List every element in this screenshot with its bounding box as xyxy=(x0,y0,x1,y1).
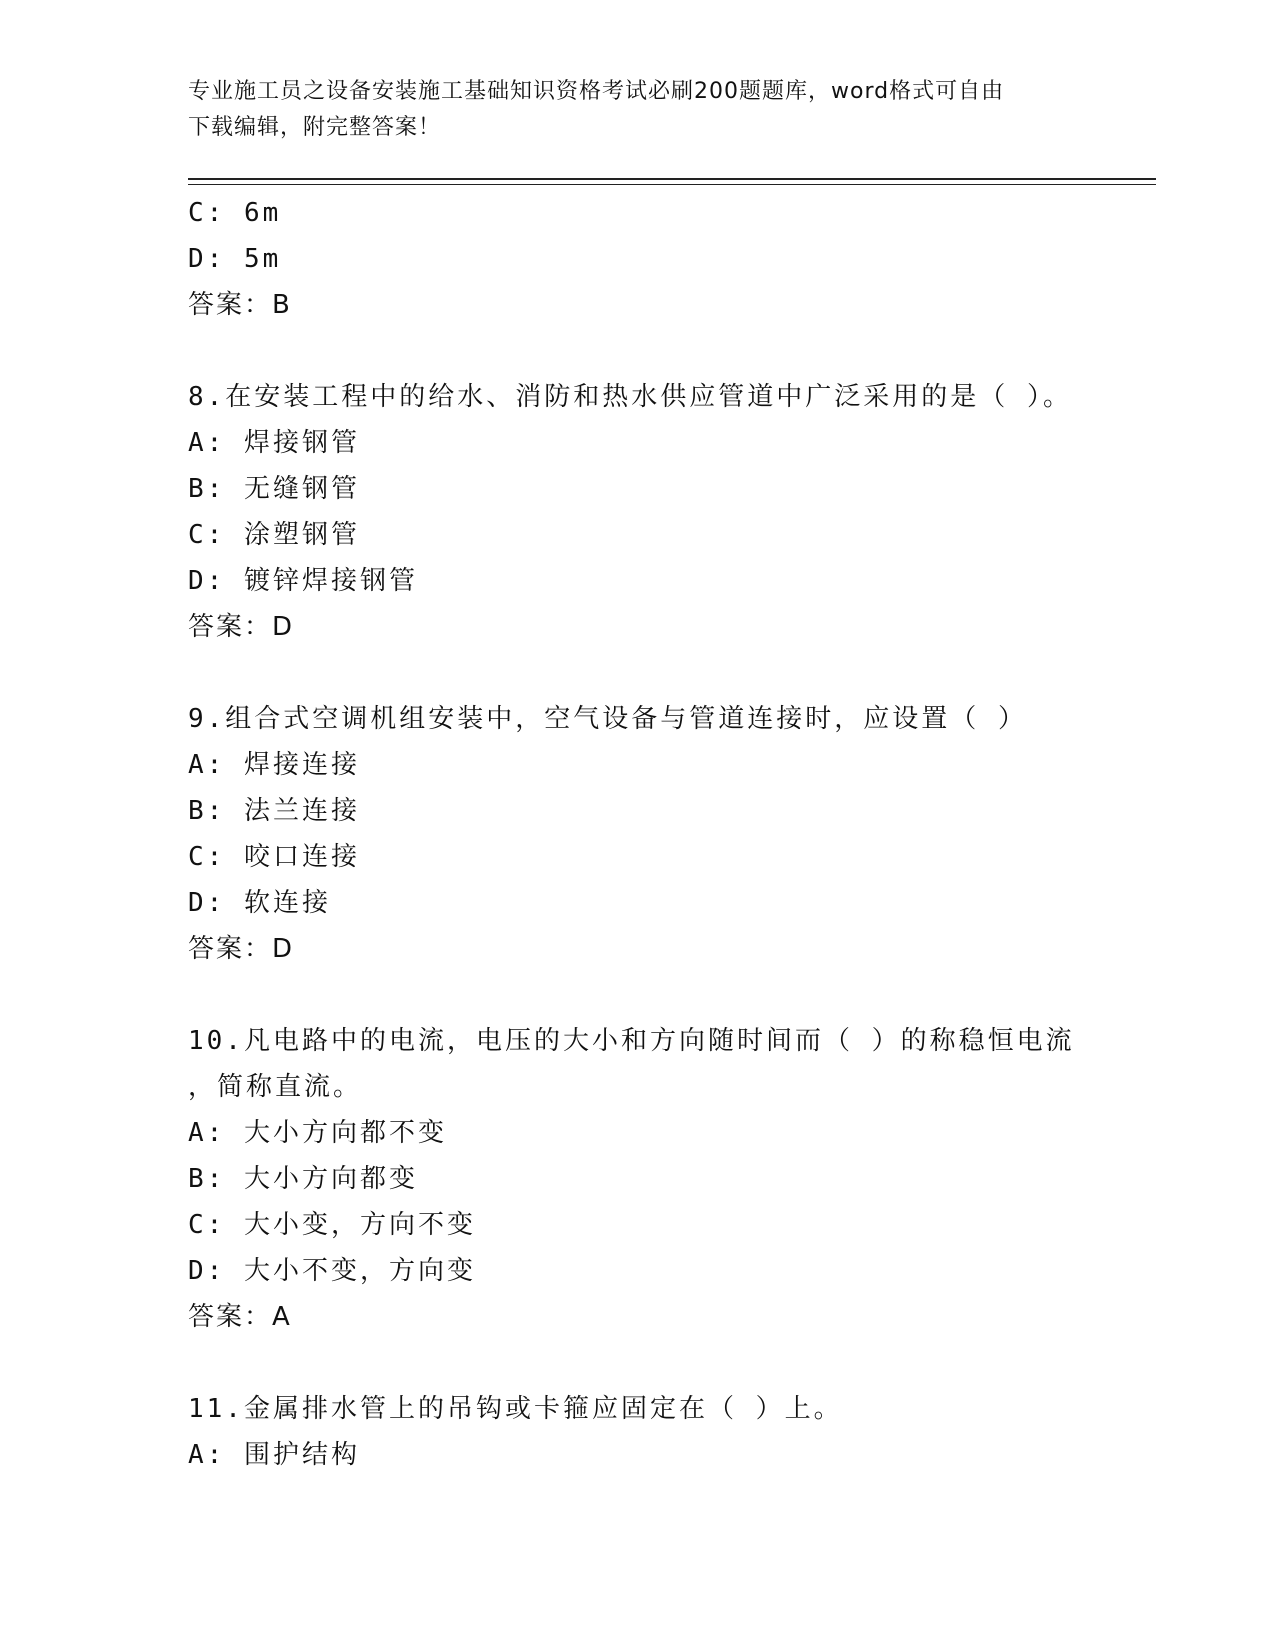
option-b: B: 法兰连接 xyxy=(188,796,360,826)
question-stem-line-1: 10.凡电路中的电流，电压的大小和方向随时间而（ ）的称稳恒电流 xyxy=(188,1026,1075,1056)
header-divider-thin xyxy=(188,184,1156,185)
spacer xyxy=(188,650,1088,696)
option-b: B: 大小方向都变 xyxy=(188,1164,418,1194)
spacer xyxy=(188,328,1088,374)
answer-line: 答案：D xyxy=(188,934,295,964)
question-content xyxy=(188,190,1088,1478)
header-divider-thick xyxy=(188,178,1156,180)
header-line-1: 专业施工员之设备安装施工基础知识资格考试必刷200题题库，word格式可自由 xyxy=(188,79,1005,104)
answer-line: 答案：D xyxy=(188,612,295,642)
question-stem-line-2: ，简称直流。 xyxy=(188,1072,363,1102)
answer-line: 答案：B xyxy=(188,290,292,320)
option-d: D: 镀锌焊接钢管 xyxy=(188,566,418,596)
option-c: C: 大小变，方向不变 xyxy=(188,1210,476,1240)
option-d: D: 软连接 xyxy=(188,888,331,918)
question-stem: 11.金属排水管上的吊钩或卡箍应固定在（ ）上。 xyxy=(188,1394,843,1424)
document-header xyxy=(188,74,1068,146)
question-stem: 8.在安装工程中的给水、消防和热水供应管道中广泛采用的是（ ）。 xyxy=(188,382,1072,412)
option-d: D: 5m xyxy=(188,244,282,274)
header-line-2: 下载编辑，附完整答案！ xyxy=(188,115,442,140)
option-a: A: 焊接连接 xyxy=(188,750,360,780)
question-stem: 9.组合式空调机组安装中，空气设备与管道连接时，应设置（ ） xyxy=(188,704,1027,734)
option-a: A: 围护结构 xyxy=(188,1440,360,1470)
spacer xyxy=(188,972,1088,1018)
option-c: C: 涂塑钢管 xyxy=(188,520,360,550)
option-d: D: 大小不变，方向变 xyxy=(188,1256,476,1286)
option-a: A: 焊接钢管 xyxy=(188,428,360,458)
option-b: B: 无缝钢管 xyxy=(188,474,360,504)
option-c: C: 咬口连接 xyxy=(188,842,360,872)
spacer xyxy=(188,1340,1088,1386)
option-c: C: 6m xyxy=(188,198,282,228)
option-a: A: 大小方向都不变 xyxy=(188,1118,447,1148)
answer-line: 答案：A xyxy=(188,1302,292,1332)
